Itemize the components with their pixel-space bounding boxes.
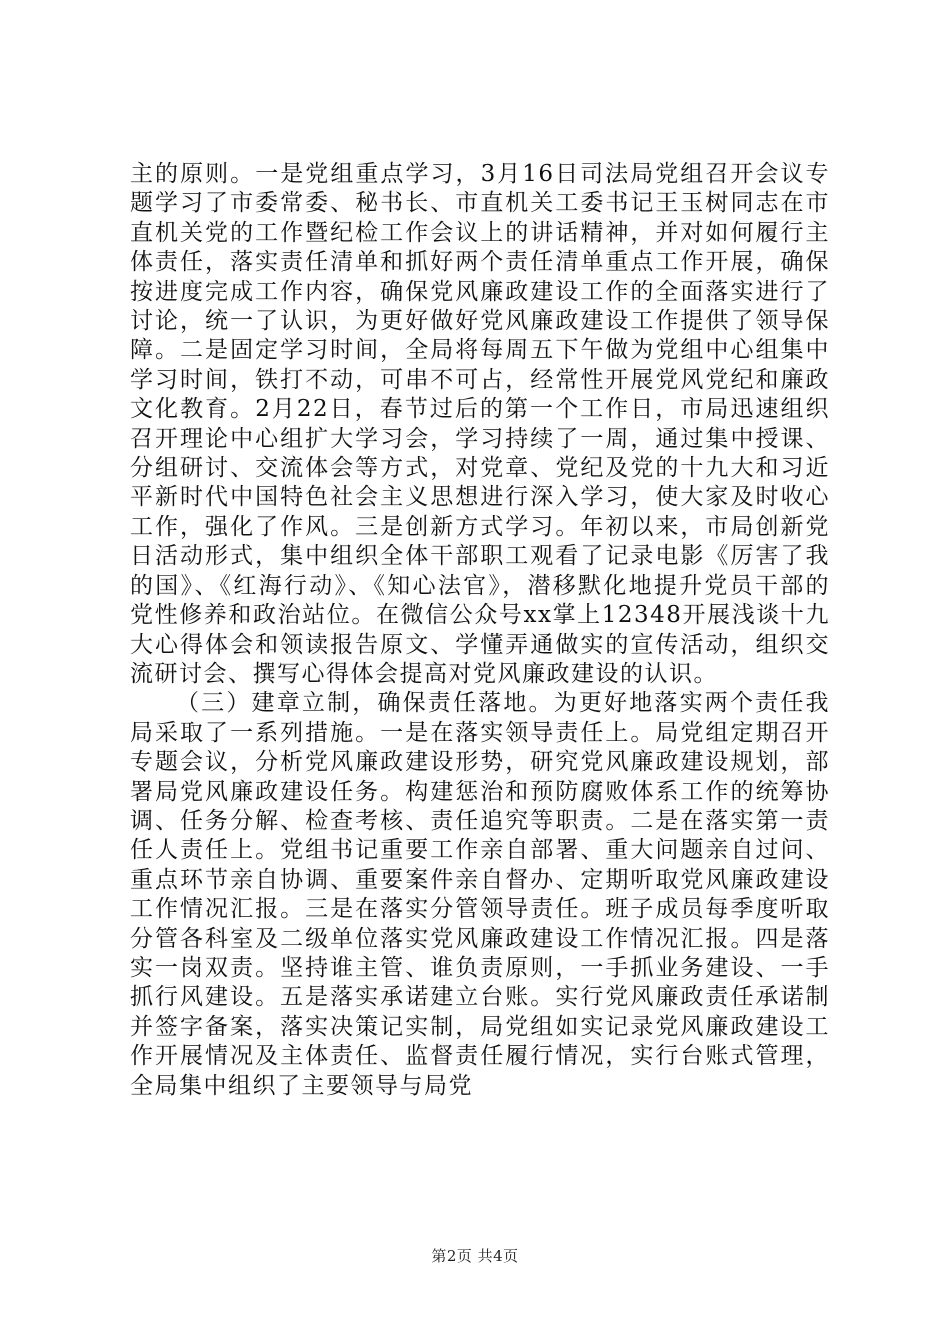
page-footer: 第2页 共4页 <box>431 1247 519 1265</box>
body-paragraph-1: 主的原则。一是党组重点学习，3月16日司法局党组召开会议专题学习了市委常委、秘书长、市直机关工委书记王玉树同志在市直机关党的工作暨纪检工作会议上的讲话精神，并对如何履行主体责任，落实责任清单和抓好两个责任清单重点工作开展，确保按进度完成工作内容，确保党风廉政建设工作的全面落实进行了讨论，统一了认识，为更好做好党风廉政建设工作提供了领导保障。二是固定学习时间，全局将每周五下午做为党组中心组集中学习时间，铁打不动，可串不可占，经常性开展党风党纪和廉政文化教育。2月22日，春节过后的第一个工作日，市局迅速组织召开理论中心组扩大学习会，学习持续了一周，通过集中授课、分组研讨、交流体会等方式，对党章、党纪及党的十九大和习近平新时代中国特色社会主义思想进行深入学习，使大家及时收心工作，强化了作风。三是创新方式学习。年初以来，市局创新党日活动形式，集中组织全体干部职工观看了记录电影《厉害了我的国》、《红海行动》、《知心法官》，潜移默化地提升党员干部的党性修养和政治站位。在微信公众号xx掌上12348开展浅谈十九大心得体会和领读报告原文、学懂弄通做实的宣传活动，组织交流研讨会、撰写心得体会提高对党风廉政建设的认识。 <box>130 161 830 687</box>
body-paragraph-2: （三）建章立制，确保责任落地。为更好地落实两个责任我局采取了一系列措施。一是在落实领导责任上。局党组定期召开专题会议，分析党风廉政建设形势，研究党风廉政建设规划，部署局党风廉政建设任务。构建惩治和预防腐败体系工作的统筹协调、任务分解、检查考核、责任追究等职责。二是在落实第一责任人责任上。党组书记重要工作亲自部署、重大问题亲自过问、重点环节亲自协调、重要案件亲自督办、定期听取党风廉政建设工作情况汇报。三是在落实分管领导责任。班子成员每季度听取分管各科室及二级单位落实党风廉政建设工作情况汇报。四是落实一岗双责。坚持谁主管、谁负责原则，一手抓业务建设、一手抓行风建设。五是落实承诺建立台账。实行党风廉政责任承诺制并签字备案，落实决策记实制，局党组如实记录党风廉政建设工作开展情况及主体责任、监督责任履行情况，实行台账式管理，全局集中组织了主要领导与局党 <box>130 690 830 1099</box>
document-body <box>130 160 830 1101</box>
